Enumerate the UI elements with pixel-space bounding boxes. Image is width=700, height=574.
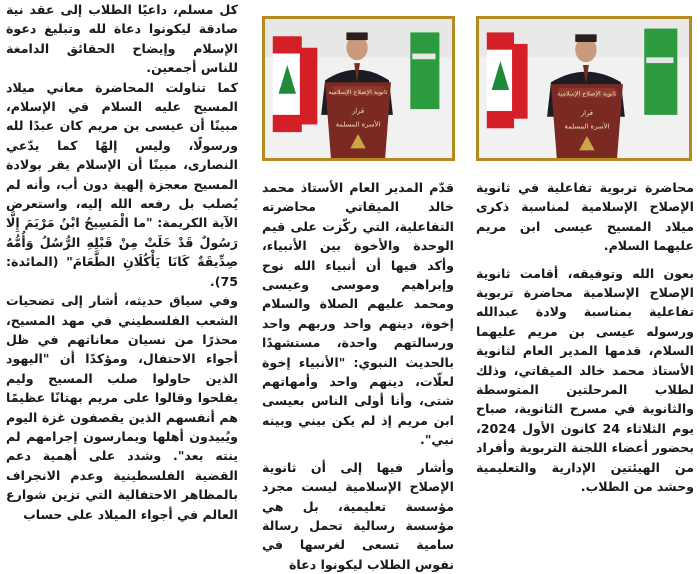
paragraph: وفي سياق حديثه، أشار إلى تضحيات الشعب الفلسطيني في مهد المسيح، محذرًا من نسيان معاناتهم في ظل أجواء الاحتفال، ومؤكدًا أن "اليهود الذين حاولوا صلب المسيح وليم يفلحوا وقالوا على مريم بهتانًا عظيمًا هم أنفسهم الذين يقصفون غزة اليوم ويُبيدون أهلها ويمارسون إجرامهم لم ينته بعد". وشدد على أهمية دعم القضية الفلسطينية وعدم الانجراف بالمظاهر الاحتفالية التي تزين شوارع العالم في أجواء الميلاد على حساب	[6, 293, 238, 522]
speaker-at-podium-image	[265, 19, 452, 158]
podium-line2: الأسرة المسلمة	[564, 122, 610, 131]
podium-title: ثانوية الإصلاح الإسلامية	[557, 90, 617, 98]
speaker-at-podium-image	[479, 19, 689, 158]
paragraph: كما تناولت المحاضرة معاني ميلاد المسيح عليه السلام في الإسلام، مبينًا أن عيسى بن مريم كان عبدًا لله ورسولًا، وليس إلهًا كما يدّعي النصارى، مبينًا أن الإسلام يقر بولادة المسيح معجزة إلهية دون أب، وأنه لم يُصلب بل رفعه الله إليه، واستعرض الآية الكريمة: "ما الْمَسِيحُ ابْنُ مَرْيَمَ إِلَّا رَسُولٌ قَدْ خَلَتْ مِنْ قَبْلِهِ الرُّسُلُ وَأُمُّهُ صِدِّيقَةٌ كَانَا يَأْكُلَانِ الطَّعَامَ" (المائدة: 75).	[6, 79, 238, 289]
podium-line2: الأسرة المسلمة	[335, 120, 381, 129]
podium-line1: قرار	[351, 106, 365, 115]
podium-title: ثانوية الإصلاح الإسلامية	[328, 88, 388, 96]
lecture-photo-1	[262, 16, 455, 161]
lecture-photo-2	[476, 16, 692, 161]
paragraph: قدّم المدير العام الأستاذ محمد خالد الميقاتي محاضرته التفاعلية، التي ركّزت على قيم الوحدة والأخوة بين الأنبياء، وأكد فيها أن أنبياء الله نوح وإبراهيم وموسى وعيسى ومحمد عليهم الصلاة والسلام إخوة، دينهم واحد وربهم واحد ورسالتهم واحدة، مستشهدًا بالحديث النبوي: "الأنبياء إخوة لعلّات، دينهم واحد وأمهاتهم شتى، وأنا أولى الناس بعيسى ابن مريم إذ لم يكن بيني وبينه نبي".	[262, 180, 454, 448]
paragraph: وأشار فيها إلى أن ثانوية الإصلاح الإسلامية ليست مجرد مؤسسة تعليمية، بل هي مؤسسة رسالية تحمل رسالة سامية تسعى لغرسها في نفوس الطلاب ليكونوا دعاة	[262, 459, 454, 572]
podium-line1: قرار	[580, 108, 594, 117]
photo-caption: محاضرة تربوية تفاعلية في ثانوية الإصلاح الإسلامية لمناسبة ذكرى ميلاد المسيح عيسى ابن مريم عليهما السلام.	[476, 180, 694, 254]
paragraph: كل مسلم، داعيًا الطلاب إلى عقد نية صادقة ليكونوا دعاة لله وتبليغ دعوة الإسلام وإيضاح الحقائق الدامغة للناس أجمعين.	[6, 2, 238, 76]
left-text-column	[6, 0, 238, 524]
paragraph: بعون الله وتوفيقه، أقامت ثانوية الإصلاح الإسلامية محاضرة تربوية تفاعلية بمناسبة ولادة عبدالله ورسوله عيسى بن مريم عليهما السلام، قدمها المدير العام لثانوية الأستاذ محمد خالد الميقاتي، وذلك لطلاب المرحلتين المتوسطة والثانوية في مسرح الثانوية، صباح يوم الثلاثاء 24 كانون الأول 2024، بحضور أعضاء اللجنة التربوية وأفراد من الهيئتين الإدارية والتعليمية وحشد من الطلاب.	[476, 265, 694, 495]
middle-text-column	[262, 178, 454, 574]
right-text-column	[476, 178, 694, 497]
